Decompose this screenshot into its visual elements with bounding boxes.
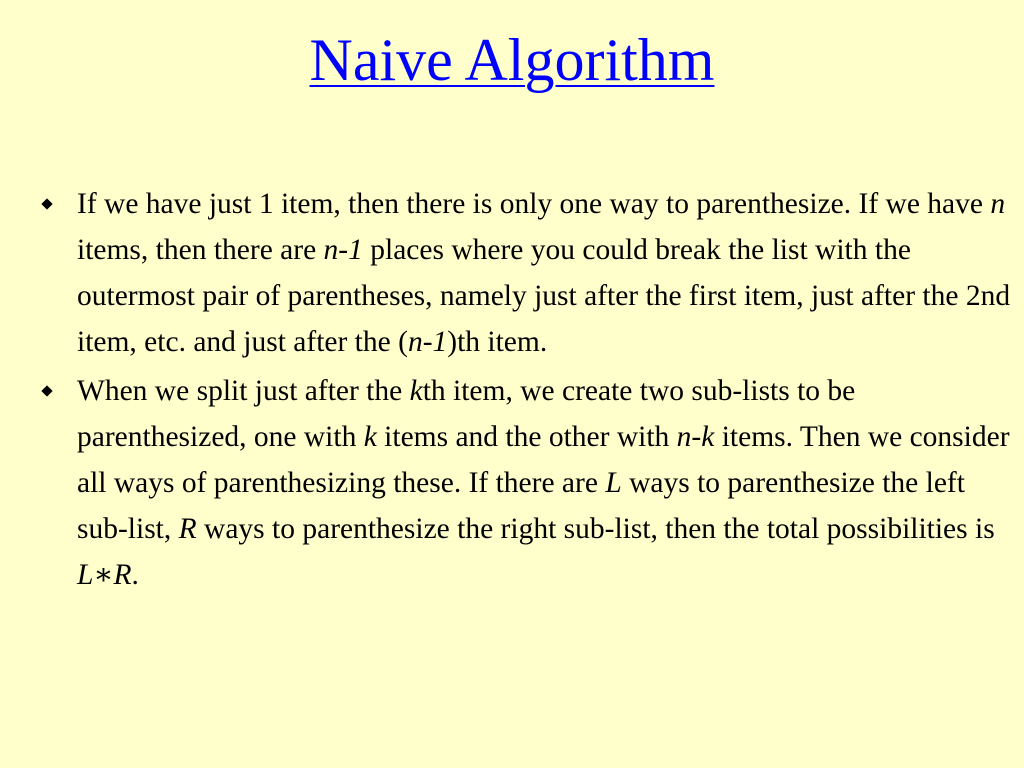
text-segment: th item, we create two sub-lists to be parenthesized, one with [77, 375, 856, 453]
bullet-item-2 [36, 368, 1018, 598]
italic-variable: k [363, 421, 377, 453]
italic-variable: n [990, 188, 1006, 220]
italic-variable: L∗R [77, 559, 132, 591]
text-segment: . [131, 559, 139, 591]
bullet-text-1 [77, 188, 1010, 358]
text-segment: When we split just after the [77, 375, 410, 407]
italic-variable: n-k [676, 421, 715, 453]
bullet-text-2 [77, 375, 1010, 591]
diamond-bullet-icon [41, 198, 52, 209]
text-segment: )th item. [447, 326, 548, 358]
diamond-bullet-icon [41, 385, 52, 396]
italic-variable: L [605, 467, 622, 499]
text-segment: items. Then we consider all ways of parenthesizing these. If there are [77, 421, 1010, 499]
bullet-list [36, 181, 1018, 601]
bullet-item-1 [36, 181, 1018, 365]
text-segment: ways to parenthesize the right sub-list, then the total possibilities is [196, 513, 995, 545]
text-segment: If we have just 1 item, then there is only one way to parenthesize. If we have [77, 188, 991, 220]
text-segment: ways to parenthesize the left sub-list, [77, 467, 965, 545]
italic-variable: n-1 [323, 234, 363, 266]
text-segment: places where you could break the list with the outermost pair of parentheses, namely just after the first item, just after the 2nd item, etc. and just after the ( [77, 234, 1011, 358]
italic-variable: n-1 [407, 326, 448, 358]
text-segment: items and the other with [376, 421, 677, 453]
slide-title: Naive Algorithm [309, 27, 715, 93]
italic-variable: k [409, 375, 423, 407]
text-segment: items, then there are [77, 234, 324, 266]
italic-variable: R [178, 513, 197, 545]
